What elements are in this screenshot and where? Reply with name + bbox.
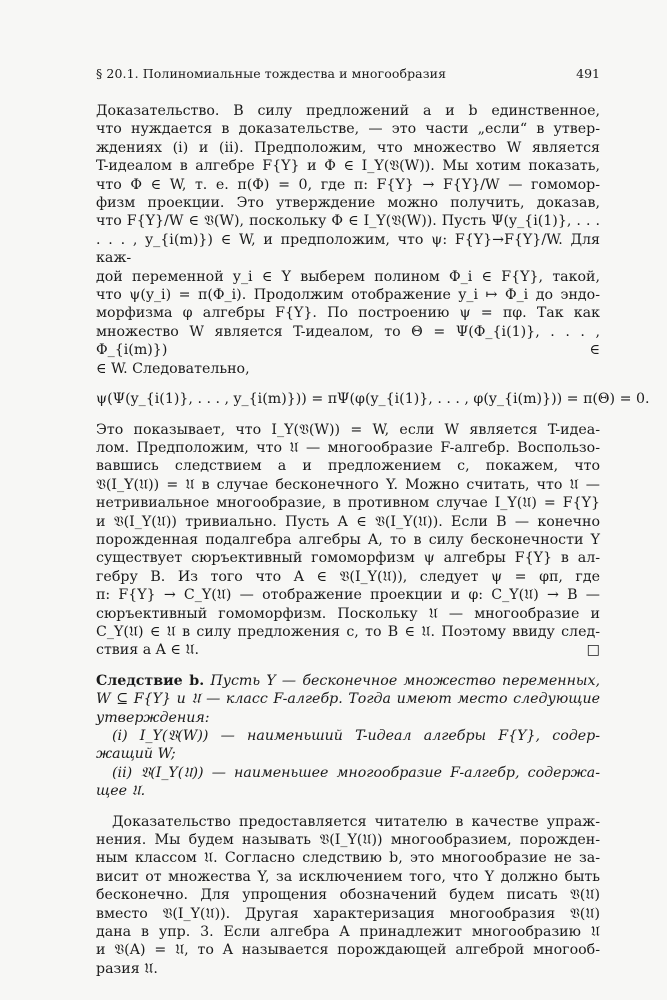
running-header	[96, 66, 600, 88]
text-line: вавшись следствием a и предложением c, покажем, что	[96, 458, 600, 475]
text-line: C_Y(𝔘) ∈ 𝔘 в силу предложения c, то B ∈ 𝔘. Поэтому ввиду след-	[96, 623, 600, 640]
text-line: порожденная подалгебра алгебры A, то в силу бесконечности Y	[96, 531, 600, 548]
text-line: гебру B. Из того что A ∈ 𝔙(I_Y(𝔘)), следует ψ = φπ, где	[96, 568, 600, 585]
proof-paragraph-continued	[96, 421, 600, 660]
text-line: Доказательство предоставляется читателю в качестве упраж-	[112, 813, 600, 830]
text-line: и 𝔙(I_Y(𝔘)) тривиально. Пусть A ∈ 𝔙(I_Y(𝔘)). Если B — конечно	[96, 513, 600, 530]
text-line: жащий W;	[96, 746, 176, 763]
text-line: что F{Y}/W ∈ 𝔙(W), поскольку Φ ∈ I_Y(𝔙(W)). Пусть Ψ(y_{i(1)}, . . .	[96, 213, 600, 230]
text-line: ∈ W. Следовательно,	[96, 360, 250, 377]
text-line: Доказательство. В силу предложений a и b единственное,	[96, 103, 600, 119]
text-line: утверждения:	[96, 709, 210, 726]
text-line: сюръективный гомоморфизм. Поскольку 𝔘 — многообразие и	[96, 605, 600, 622]
book-page	[96, 66, 650, 978]
text-line: 𝔙(I_Y(𝔘)) = 𝔘 в случае бесконечного Y. Можно считать, что 𝔘 —	[96, 476, 600, 493]
text-line: нетривиальное многообразие, в противном случае I_Y(𝔘) = F{Y}	[96, 495, 600, 512]
text-line: висит от множества Y, за исключением того, что Y должно быть	[96, 868, 600, 885]
text-line: (ii) 𝔙(I_Y(𝔘)) — наименьшее многообразие F-алгебр, содержа-	[112, 764, 600, 781]
text-line	[96, 672, 600, 690]
text-line: вместо 𝔙(I_Y(𝔘)). Другая характеризация многообразия 𝔙(𝔘)	[96, 905, 600, 922]
text-line: (i) I_Y(𝔙(W)) — наименьший T-идеал алгебры F{Y}, содер-	[112, 728, 600, 744]
text-line: Это показывает, что I_Y(𝔙(W)) = W, если W является T-идеа-	[96, 421, 600, 438]
text-line	[96, 641, 600, 659]
text-line: ным классом 𝔘. Согласно следствию b, это многообразие не за-	[96, 850, 600, 867]
display-formula: ψ(Ψ(y_{i(1)}, . . . , y_{i(m)})) = πΨ(φ(y_{i(1)}, . . . , φ(y_{i(m)})) = π(Θ) = 0.	[96, 391, 650, 408]
corollary-label: Следствие b.	[96, 672, 205, 689]
text-line: π: F{Y} → C_Y(𝔘) — отображение проекции и φ: C_Y(𝔘) → B —	[96, 587, 600, 604]
text-line: щее 𝔘.	[96, 783, 146, 800]
proof-paragraph	[96, 102, 600, 378]
text-line: что ψ(y_i) = π(Φ_i). Продолжим отображение y_i ↦ Φ_i до эндо-	[96, 287, 600, 304]
text-line: бесконечно. Для упрощения обозначений будем писать 𝔙(𝔘)	[96, 887, 600, 904]
text-line: существует сюръективный гомоморфизм ψ алгебры F{Y} в ал-	[96, 550, 600, 567]
text-line: физм проекции. Это утверждение можно получить, доказав,	[96, 195, 600, 212]
text-line: что нуждается в доказательстве, — это части „если“ в утвер-	[96, 121, 600, 138]
text-line: нения. Мы будем называть 𝔙(I_Y(𝔘)) многообразием, порожден-	[96, 832, 600, 849]
text-line: разия 𝔘.	[96, 960, 158, 977]
corollary-text: Пусть Y — бесконечное множество переменных,	[210, 672, 600, 689]
text-line: дой переменной y_i ∈ Y выберем полином Φ_i ∈ F{Y}, такой,	[96, 268, 600, 285]
text-line: множество W является T-идеалом, то Θ = Ψ(Φ_{i(1)}, . . . , Φ_{i(m)}) ∈	[96, 323, 600, 359]
running-title: § 20.1. Полиномиальные тождества и многообразия	[96, 66, 447, 81]
text-line: и 𝔙(A) = 𝔘, то A называется порождающей алгеброй многооб-	[96, 942, 600, 959]
text-line: T-идеалом в алгебре F{Y} и Φ ∈ I_Y(𝔙(W)). Мы хотим показать,	[96, 158, 600, 175]
text-line: морфизма φ алгебры F{Y}. По построению ψ = πφ. Так как	[96, 305, 600, 322]
final-paragraph	[96, 813, 600, 979]
text-line: лом. Предположим, что 𝔘 — многообразие F-алгебр. Воспользо-	[96, 439, 600, 456]
text-line: . . . , y_{i(m)}) ∈ W, и предположим, что ψ: F{Y}→F{Y}/W. Для каж-	[96, 231, 600, 267]
text-line: что Φ ∈ W, т. е. π(Φ) = 0, где π: F{Y} → F{Y}/W — гомомор-	[96, 176, 600, 193]
text-line: ждениях (i) и (ii). Предположим, что множество W является	[96, 139, 600, 156]
text-line: дана в упр. 3. Если алгебра A принадлежит многообразию 𝔘	[96, 924, 600, 941]
corollary-paragraph	[96, 672, 600, 801]
text-line: W ⊆ F{Y} и 𝔘 — класс F-алгебр. Тогда имеют место следующие	[96, 691, 600, 708]
qed-symbol: □	[586, 642, 600, 659]
text-line-end: ствия a A ∈ 𝔘.	[96, 642, 200, 659]
page-number: 491	[576, 66, 600, 81]
